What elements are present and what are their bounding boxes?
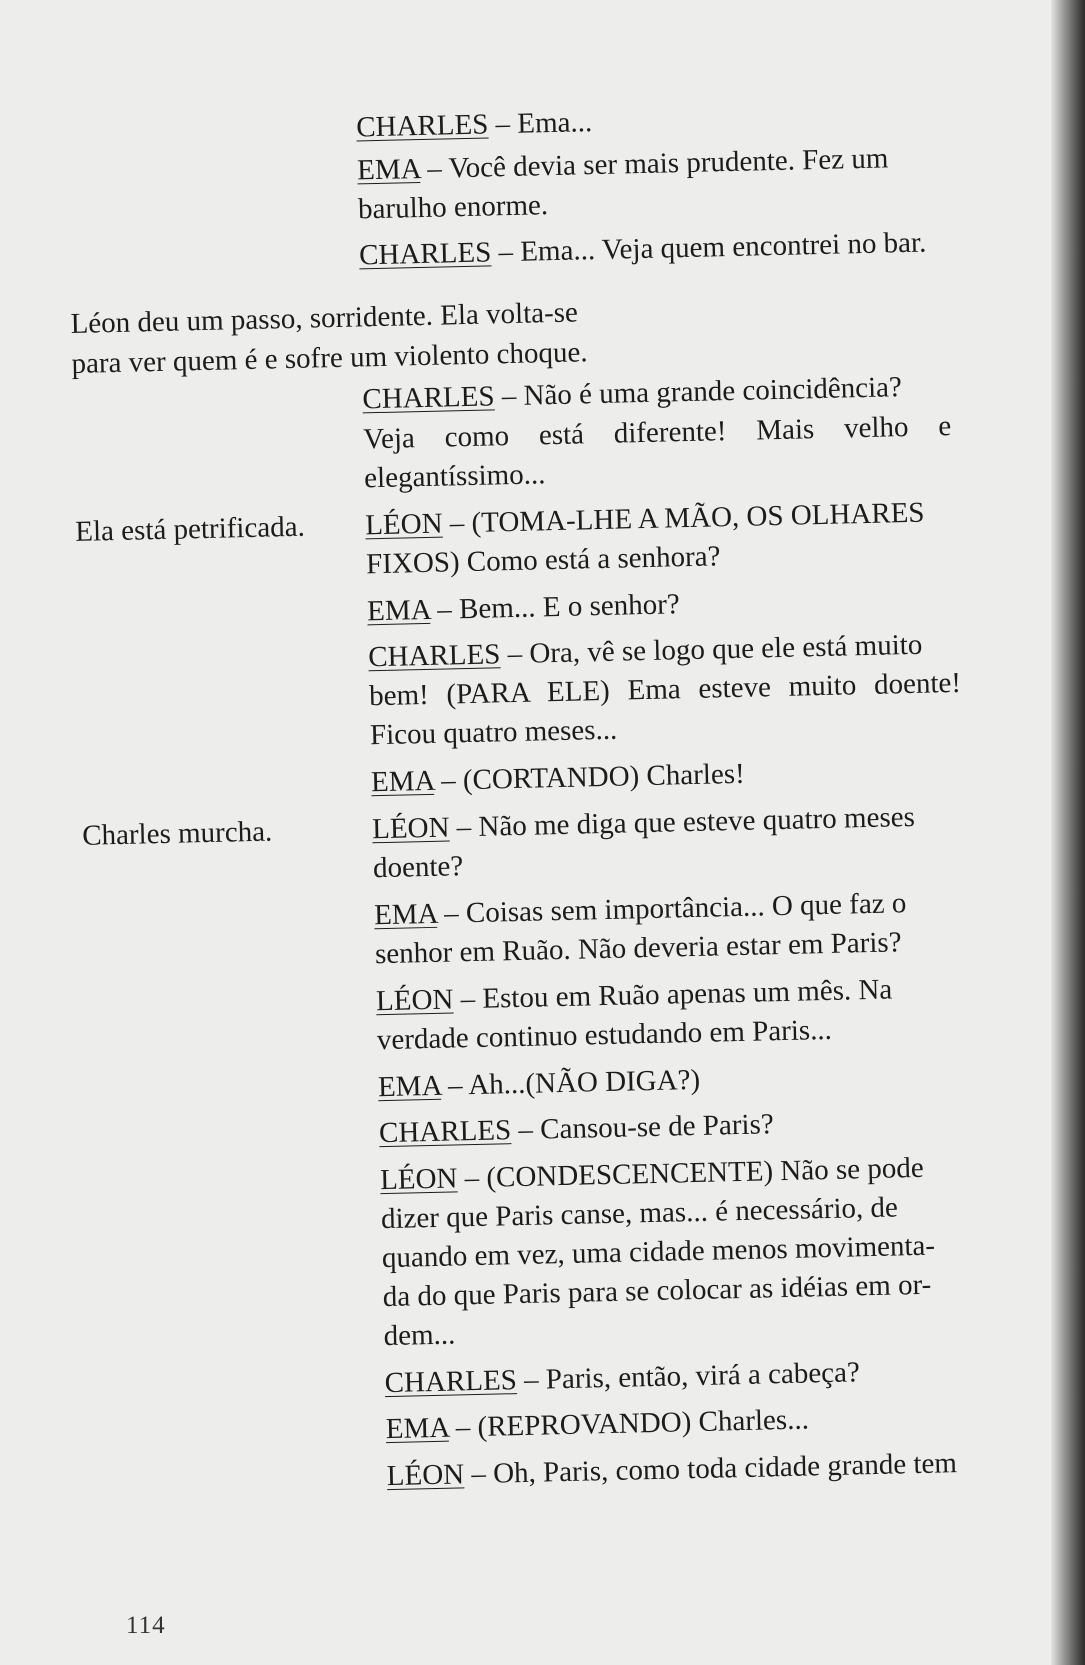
dialogue-text: – Paris, então, virá a cabeça? xyxy=(516,1356,861,1397)
dialogue-continuation: da do que Paris para se colocar as idéias em or- xyxy=(382,1268,932,1314)
dialogue-line xyxy=(384,1353,860,1402)
speaker-name: LÉON xyxy=(386,1458,465,1493)
speaker-name: CHARLES xyxy=(358,236,492,272)
dialogue-text: – (CONDESCENCENTE) Não se pode xyxy=(457,1151,925,1195)
dialogue-continuation: elegantíssimo... xyxy=(363,458,546,495)
dialogue-continuation: verdade continuo estudando em Paris... xyxy=(376,1013,833,1057)
speaker-name: EMA xyxy=(373,897,438,932)
stage-direction: Charles murcha. xyxy=(81,815,273,852)
dialogue-line xyxy=(367,585,680,630)
page-number: 114 xyxy=(126,1612,166,1639)
dialogue-line xyxy=(386,1444,957,1495)
dialogue-line xyxy=(371,755,745,801)
dialogue-line xyxy=(365,494,925,545)
speaker-name: CHARLES xyxy=(355,108,489,144)
dialogue-line xyxy=(385,1401,809,1449)
dialogue-line xyxy=(357,139,889,189)
speaker-name: CHARLES xyxy=(362,380,495,416)
dialogue-continuation: quando em vez, uma cidade menos movimenta- xyxy=(381,1229,936,1275)
speaker-name: LÉON xyxy=(371,811,450,846)
dialogue-text: – Não é uma grande coincidência? xyxy=(494,371,903,413)
speaker-name: LÉON xyxy=(375,983,454,1018)
dialogue-text: – Ema... xyxy=(487,106,593,141)
dialogue-text: – Bem... E o senhor? xyxy=(429,588,681,626)
dialogue-line xyxy=(378,1061,701,1106)
dialogue-text: – (TOMA-LHE A MÃO, OS OLHARES xyxy=(442,496,925,540)
dialogue-continuation: dizer que Paris canse, mas... é necessário, de xyxy=(380,1191,899,1236)
dialogue-continuation: FIXOS) Como está a senhora? xyxy=(365,540,721,581)
stage-direction: para ver quem é e sofre um violento choque. xyxy=(71,336,588,380)
dialogue-text: – (REPROVANDO) Charles... xyxy=(448,1403,810,1444)
speaker-name: LÉON xyxy=(364,507,443,542)
dialogue-continuation: doente? xyxy=(372,850,464,885)
speaker-name: EMA xyxy=(377,1069,442,1104)
dialogue-continuation: senhor em Ruão. Não deveria estar em Paris? xyxy=(374,926,902,971)
dialogue-continuation: Ficou quatro meses... xyxy=(369,713,618,752)
dialogue-line xyxy=(359,224,927,275)
dialogue-text: – Estou em Ruão apenas um mês. Na xyxy=(453,973,893,1016)
dialogue-continuation: bem! (PARA ELE) Ema esteve muito doente! xyxy=(368,666,962,713)
dialogue-text: – Coisas sem importância... O que faz o xyxy=(436,887,907,930)
speaker-name: EMA xyxy=(366,593,431,628)
dialogue-continuation: barulho enorme. xyxy=(357,189,549,226)
stage-direction: Ela está petrificada. xyxy=(74,510,306,548)
dialogue-continuation: Veja como está diferente! Mais velho e xyxy=(362,410,952,456)
dialogue-line xyxy=(356,103,593,146)
page-edge-shadow xyxy=(1051,0,1085,1665)
speaker-name: EMA xyxy=(356,153,421,187)
dialogue-text: – Ora, vê se logo que ele está muito xyxy=(500,628,923,671)
speaker-name: CHARLES xyxy=(384,1364,518,1400)
dialogue-text: – Não me diga que esteve quatro meses xyxy=(449,800,916,844)
dialogue-text: – Ema... Veja quem encontrei no bar. xyxy=(490,226,927,269)
speaker-name: EMA xyxy=(370,764,435,799)
stage-direction: Léon deu um passo, sorridente. Ela volta-se xyxy=(70,296,579,340)
dialogue-text: – Oh, Paris, como toda cidade grande tem xyxy=(463,1447,958,1491)
speaker-name: CHARLES xyxy=(378,1114,512,1150)
dialogue-text: – (CORTANDO) Charles! xyxy=(433,757,746,797)
dialogue-continuation: dem... xyxy=(383,1318,456,1353)
speaker-name: EMA xyxy=(385,1411,449,1446)
dialogue-text: – Ah...(NÃO DIGA?) xyxy=(440,1063,701,1102)
speaker-name: LÉON xyxy=(379,1162,458,1197)
dialogue-line xyxy=(372,798,916,848)
dialogue-line xyxy=(379,1105,774,1152)
dialogue-text: – Cansou-se de Paris? xyxy=(510,1108,775,1147)
dialogue-text: – Você devia ser mais prudente. Fez um xyxy=(419,142,889,186)
speaker-name: CHARLES xyxy=(367,638,501,674)
